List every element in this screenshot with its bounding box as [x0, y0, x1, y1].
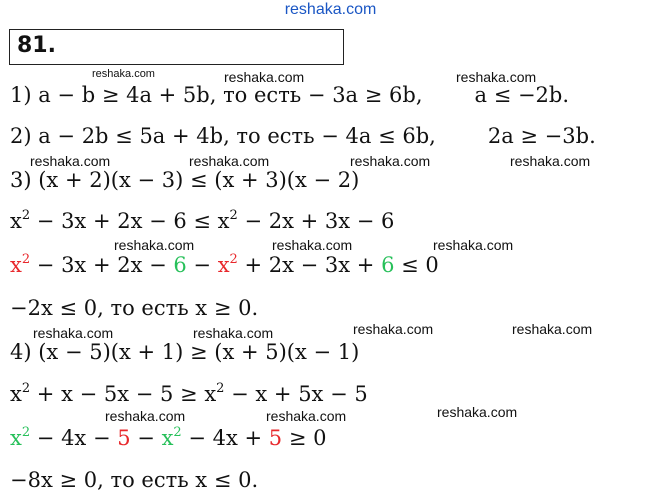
math-segment: x [161, 426, 174, 450]
solution-line-10 [10, 468, 258, 492]
exponent: 2 [21, 425, 31, 440]
math-segment: − [186, 253, 218, 277]
watermark: reshaka.com [193, 325, 274, 341]
math-segment: −2x ≤ 0, то есть x ≥ 0. [10, 296, 259, 320]
math-segment: + x − 5x − 5 ≥ x [30, 382, 217, 406]
math-segment: −8x ≥ 0, то есть x ≤ 0. [10, 468, 259, 492]
math-segment: ≤ 0 [394, 253, 439, 277]
math-segment: a ≤ −2b. [474, 83, 570, 107]
math-segment: x [10, 382, 22, 406]
math-segment: 5 [117, 426, 131, 450]
solution-line-7 [10, 340, 359, 364]
exponent: 2 [173, 425, 182, 440]
math-segment: 2) a − 2b ≤ 5a + 4b, то есть − 4a ≤ 6b, [10, 124, 436, 148]
watermark: reshaka.com [105, 408, 186, 424]
math-segment: 4) (x − 5)(x + 1) ≥ (x + 5)(x − 1) [10, 340, 360, 364]
watermark: reshaka.com [272, 237, 353, 253]
watermark: reshaka.com [456, 69, 537, 85]
math-segment: − 4x − [30, 426, 118, 450]
math-segment: x [10, 209, 22, 233]
watermark: reshaka.com [437, 404, 518, 420]
solution-line-4 [10, 209, 394, 233]
math-segment: 6 [381, 253, 395, 277]
math-segment: + 2x − 3x + [237, 253, 382, 277]
watermark: reshaka.com [433, 237, 514, 253]
watermark: reshaka.com [510, 153, 591, 169]
watermark: reshaka.com [266, 408, 347, 424]
exponent: 2 [21, 381, 31, 396]
solution-line-6 [10, 296, 258, 320]
exponent: 2 [21, 252, 31, 267]
watermark: reshaka.com [512, 321, 593, 337]
watermark: reshaka.com [30, 153, 111, 169]
math-segment: − 2x + 3x − 6 [237, 209, 395, 233]
watermark: reshaka.com [33, 325, 114, 341]
math-segment: − 3x + 2x − 6 ≤ x [30, 209, 230, 233]
math-segment: x [217, 253, 230, 277]
watermark: reshaka.com [224, 69, 305, 85]
watermark: reshaka.com [189, 153, 270, 169]
exponent: 2 [216, 381, 225, 396]
solution-line-9 [10, 426, 326, 450]
exponent: 2 [21, 208, 31, 223]
math-segment: − 4x + [181, 426, 269, 450]
task-header-box [9, 29, 344, 65]
exponent: 2 [229, 208, 238, 223]
math-segment: 5 [268, 426, 283, 450]
solution-line-1 [10, 83, 569, 107]
math-segment: 1) a − b ≥ 4a + 5b, то есть − 3a ≥ 6b, [10, 83, 423, 107]
watermark: reshaka.com [92, 68, 155, 80]
site-link[interactable]: reshaka.com [284, 1, 377, 18]
solution-line-3 [10, 168, 359, 192]
solution-line-5 [10, 253, 439, 277]
watermark: reshaka.com [353, 321, 434, 337]
math-segment: 2a ≥ −3b. [487, 124, 596, 148]
math-segment: x [10, 426, 22, 450]
math-segment: 6 [173, 253, 187, 277]
math-segment: ≥ 0 [282, 426, 327, 450]
watermark: reshaka.com [114, 237, 195, 253]
math-segment: x [10, 253, 22, 277]
task-number: 81. [17, 33, 56, 58]
math-segment: − [130, 426, 162, 450]
watermark: reshaka.com [350, 153, 431, 169]
exponent: 2 [229, 252, 238, 267]
solution-line-2 [10, 124, 596, 148]
math-segment: − x + 5x − 5 [224, 382, 368, 406]
math-segment: − 3x + 2x − [30, 253, 174, 277]
solution-line-8 [10, 382, 368, 406]
math-segment: 3) (x + 2)(x − 3) ≤ (x + 3)(x − 2) [10, 168, 360, 192]
